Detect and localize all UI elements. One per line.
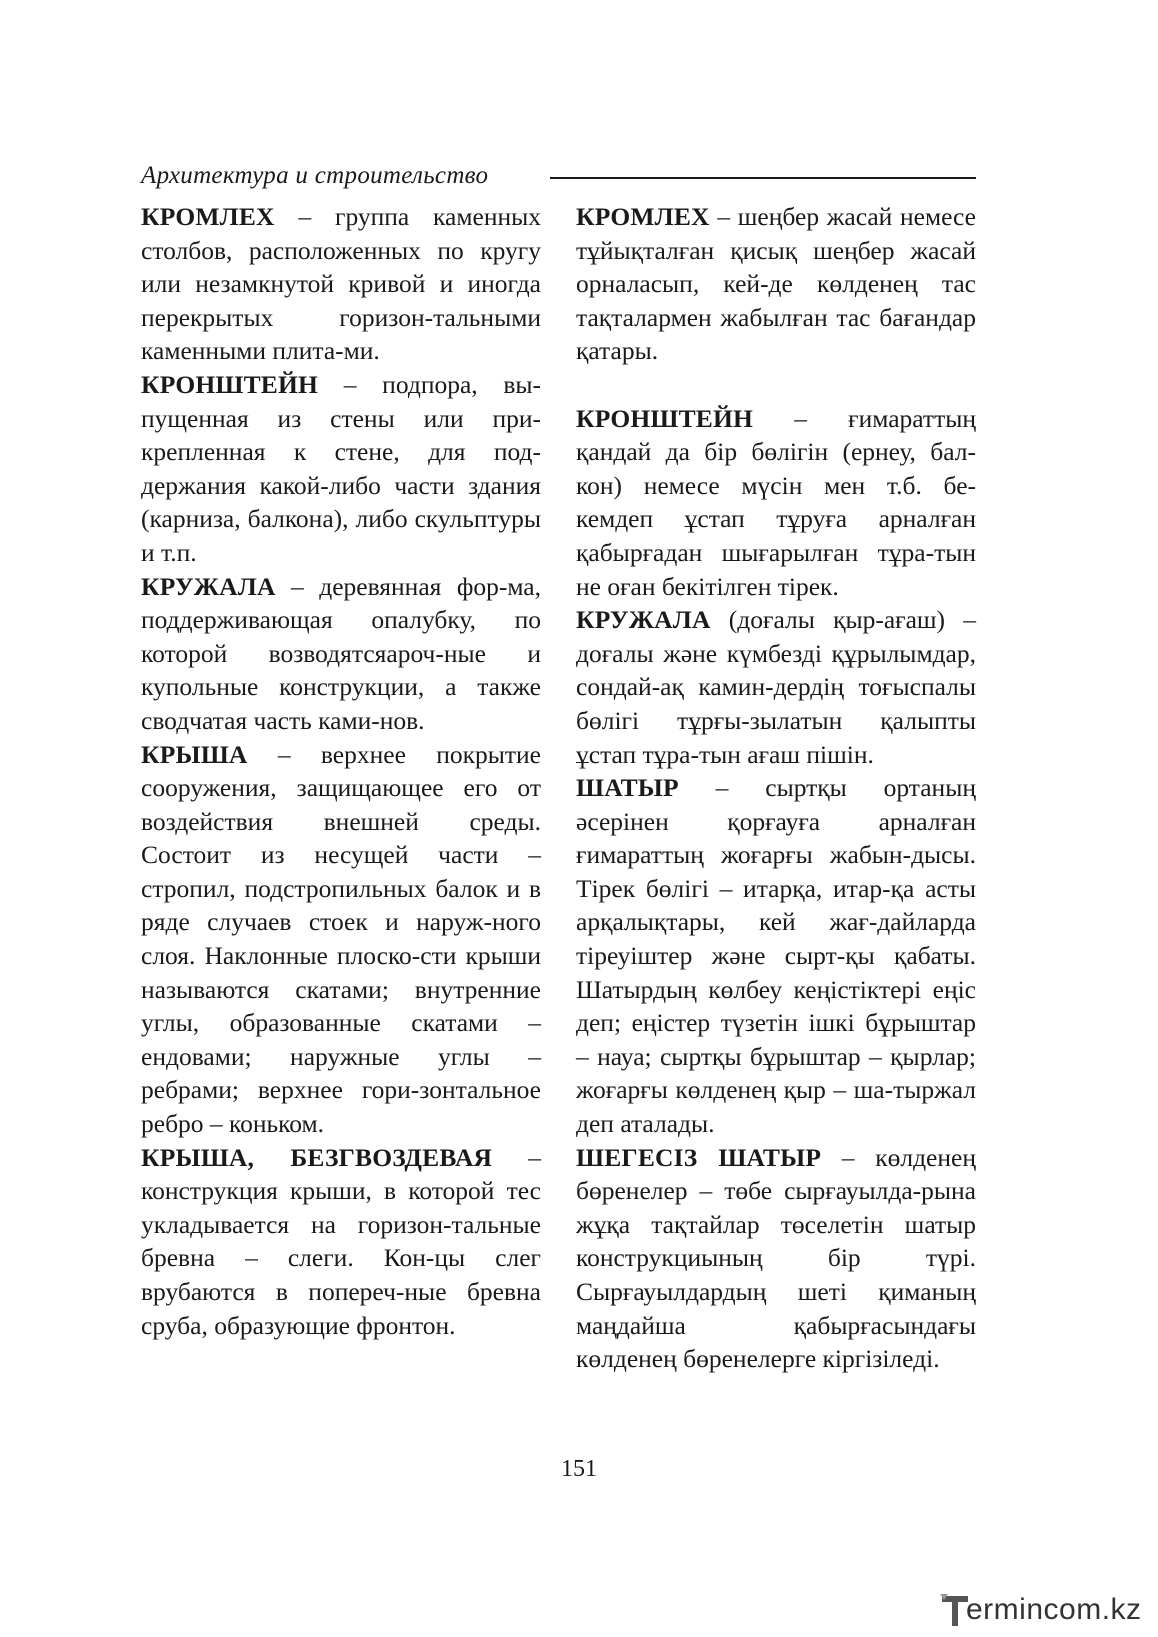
term: КРЫША bbox=[141, 739, 248, 769]
watermark-logo bbox=[940, 1590, 1150, 1630]
term: КРОМЛЕХ bbox=[141, 202, 275, 231]
definition: – ғимараттың қандай да бір бөлігін (ернеу, бал-кон) немесе мүсін мен т.б. бе-кемдеп ұстап тұруға арналған қабырғадан шығарылған тұра-тын не оған бекітілген тірек. bbox=[576, 403, 976, 601]
entry-kruzhala-ru bbox=[141, 570, 541, 738]
term: КРЫША, БЕЗГВОЗДЕВАЯ bbox=[141, 1142, 493, 1172]
definition: – сыртқы ортаның әсерінен қорғауға арналған ғимараттың жоғарғы жабын-дысы. Тірек бөлігі – итарқа, итар-қа асты арқалықтары, кей жағ-дайларда тіреуіштер және сырт-қы қабаты. Шатырдың көлбеу кеңістіктері еңіс деп; еңістер түзетін ішкі бұрыштар – науа; сыртқы бұрыштар – қырлар; жоғарғы көлденең қыр – ша-тыржал деп аталады. bbox=[576, 773, 976, 1139]
definition: – группа каменных столбов, расположенных по кругу или незамкнутой кривой и иногда перекрытых горизон-тальными каменными плита-ми. bbox=[141, 202, 541, 366]
header-rule bbox=[550, 177, 976, 179]
page-number: 151 bbox=[561, 1456, 597, 1482]
term: КРОНШТЕЙН bbox=[141, 369, 319, 399]
entry-kronshtein-ru bbox=[141, 368, 541, 570]
term: КРУЖАЛА bbox=[576, 605, 711, 635]
left-column-russian bbox=[141, 200, 541, 1342]
definition: – көлденең бөренелер – төбе сырғауылда-рына жұқа тақтайлар төселетін шатыр конструкциының бір түрі. Сырғауылдардың шеті қиманың маңдайша қабырғасындағы көлденең бөренелерге кіргізіледі. bbox=[576, 1142, 976, 1374]
definition: – конструкция крыши, в которой тес укладывается на горизон-тальные бревна – слеги. Кон-цы слег врубаются в попереч-ные бревна сруба, образующие фронтон. bbox=[141, 1142, 541, 1340]
entry-shatyr-kz bbox=[576, 771, 976, 1141]
entry-kromlekh-kz bbox=[576, 200, 976, 368]
definition: – подпора, вы-пущенная из стены или при-крепленная к стене, для под-держания какой-либо части здания (карниза, балкона), либо скульптуры и т.п. bbox=[141, 369, 541, 567]
term: ШАТЫР bbox=[576, 773, 679, 803]
right-column-kazakh bbox=[576, 200, 976, 1376]
definition: (доғалы қыр-ағаш) – доғалы және күмбезді құрылымдар, сондай-ақ камин-дердің тоғыспалы бөлігі тұрғы-зылатын қалыпты ұстап тұра-тын ағаш пішін. bbox=[576, 605, 976, 769]
entry-kromlekh-ru bbox=[141, 200, 541, 368]
entry-kruzhala-kz bbox=[576, 603, 976, 771]
entry-krysha-ru bbox=[141, 738, 541, 1141]
entry-kronshtein-kz bbox=[576, 402, 976, 604]
definition: – шеңбер жасай немесе тұйықталған қисық шеңбер жасай орналасып, кей-де көлденең тас тақталармен жабылған тас бағандар қатары. bbox=[576, 202, 976, 366]
header-title: Архитектура и строительство bbox=[141, 162, 489, 189]
term: КРОМЛЕХ bbox=[576, 202, 710, 231]
term: ШЕГЕСІЗ ШАТЫР bbox=[576, 1142, 822, 1172]
definition: – деревянная фор-ма, поддерживающая опалубку, по которой возводятсяароч-ные и купольные конструкции, а также сводчатая часть ками-нов. bbox=[141, 571, 541, 735]
term: КРУЖАЛА bbox=[141, 571, 276, 601]
entry-shegesiz-shatyr-kz bbox=[576, 1141, 976, 1376]
running-header bbox=[141, 160, 976, 192]
watermark-text: ermincom.kz bbox=[966, 1593, 1142, 1626]
entry-krysha-bezgvozdevaya-ru bbox=[141, 1141, 541, 1343]
definition: – верхнее покрытие сооружения, защищающее его от воздействия внешней среды. Состоит из несущей части – стропил, подстропильных балок и в ряде случаев стоек и наруж-ного слоя. Наклонные плоско-сти крыши называются скатами; внутренние углы, образованные скатами – ендовами; наружные углы – ребрами; верхнее гори-зонтальное ребро – коньком. bbox=[141, 739, 541, 1139]
term: КРОНШТЕЙН bbox=[576, 403, 754, 433]
